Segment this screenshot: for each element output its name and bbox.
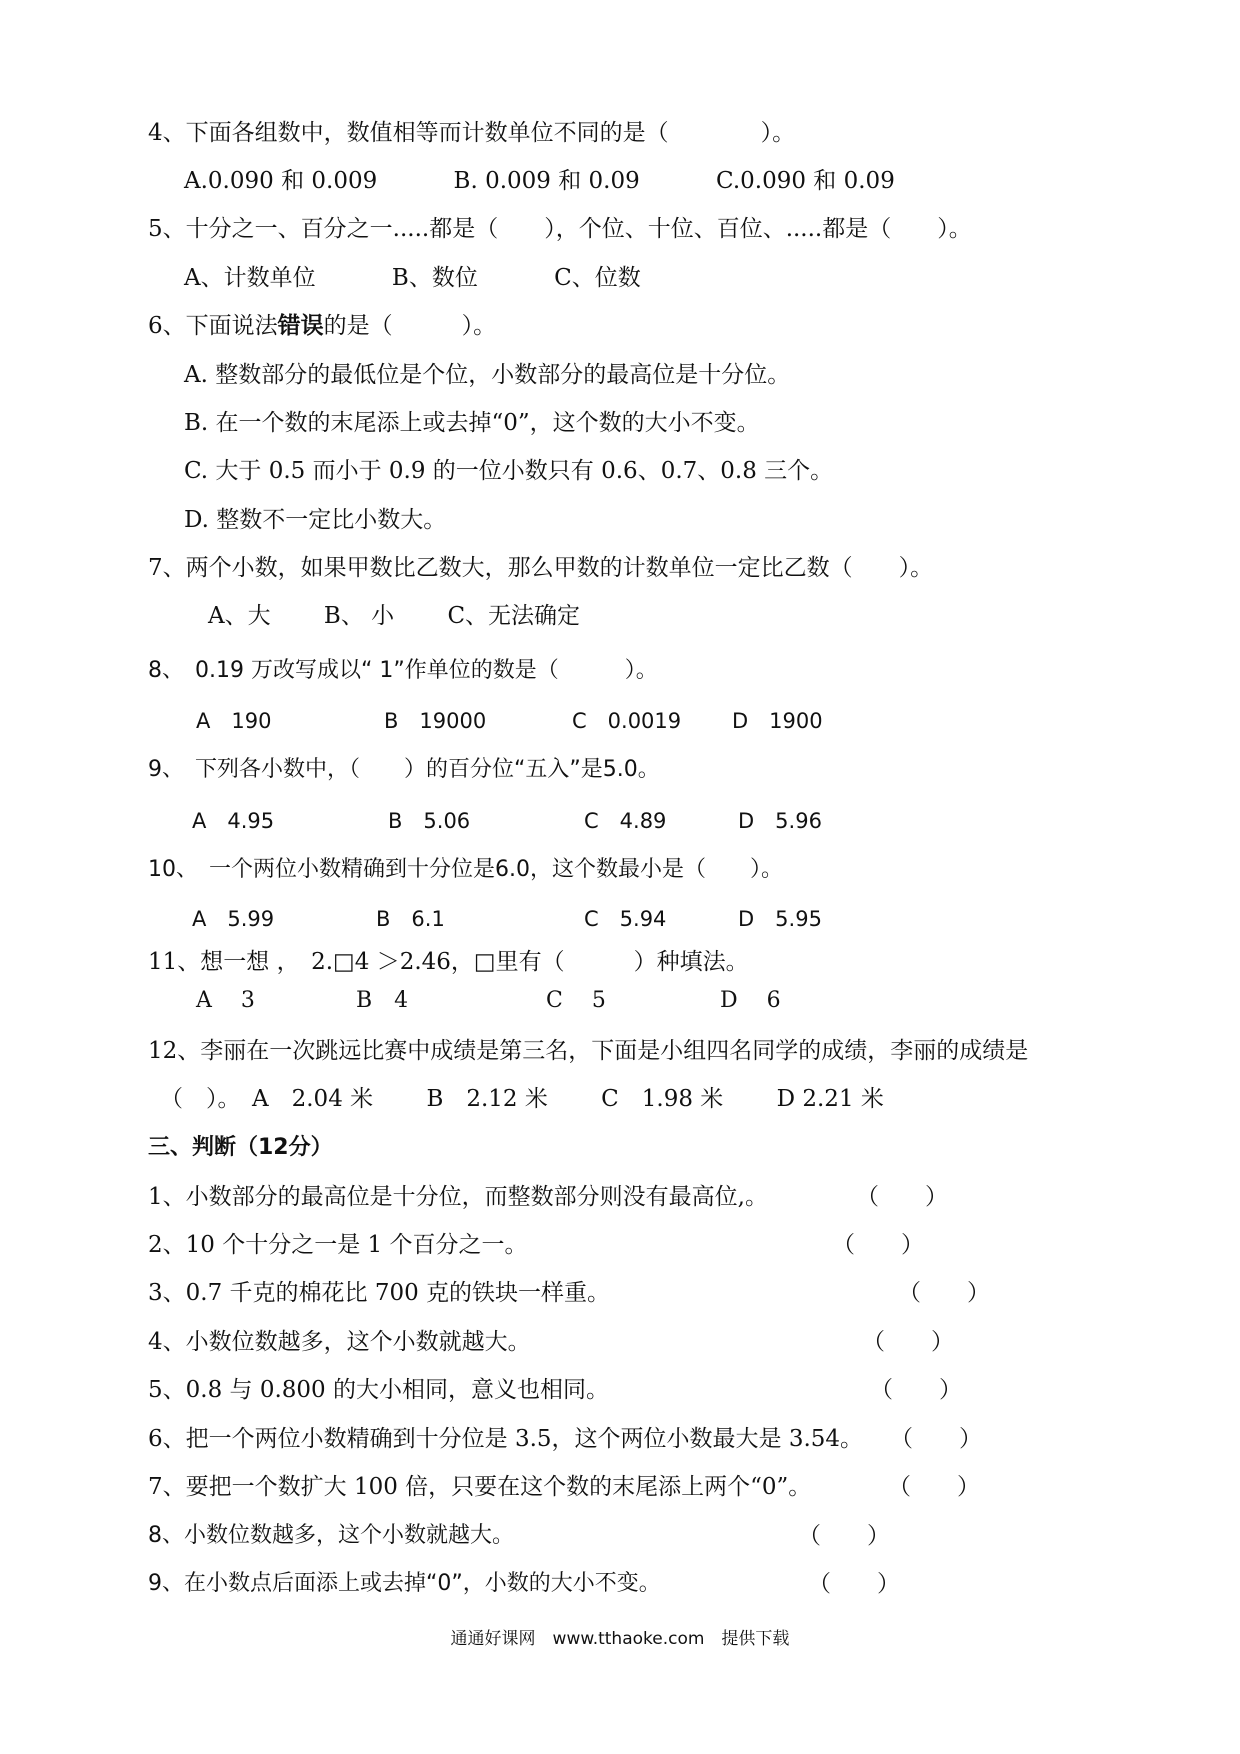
judge-item-6: 6、把一个两位小数精确到十分位是 3.5，这个两位小数最大是 3.54。 <box>148 1426 864 1452</box>
judge-item-5: 5、0.8 与 0.800 的大小相同，意义也相同。 <box>148 1377 609 1403</box>
question-6-stem-suffix: 的是（ ）。 <box>323 313 497 339</box>
answer-blank: （ ） <box>856 1184 948 1210</box>
question-6-stem-prefix: 6、下面说法 <box>148 313 278 339</box>
question-11-option-d: D 6 <box>720 988 781 1013</box>
question-10-option-c: C 5.94 <box>584 907 667 931</box>
question-9-option-a: A 4.95 <box>192 809 275 833</box>
question-6-option-a: A. 整数部分的最低位是个位，小数部分的最高位是十分位。 <box>184 362 791 388</box>
question-6-option-c: C. 大于 0.5 而小于 0.9 的一位小数只有 0.6、0.7、0.8 三个。 <box>184 458 834 484</box>
answer-blank: （ ） <box>798 1523 890 1549</box>
question-11-option-a: A 3 <box>196 988 255 1013</box>
question-5-options: A、计数单位 B、数位 C、位数 <box>184 265 641 291</box>
section-3-title: 三、判断（12分） <box>148 1135 333 1160</box>
question-6-stem <box>148 311 496 341</box>
answer-blank: （ ） <box>832 1232 924 1258</box>
judge-item-9: 9、在小数点后面添上或去掉“0”，小数的大小不变。 <box>148 1571 661 1596</box>
judge-item-2: 2、10 个十分之一是 1 个百分之一。 <box>148 1232 528 1258</box>
question-6-emphasis: 错误 <box>277 313 324 339</box>
answer-blank: （ ） <box>808 1571 900 1597</box>
question-4-stem: 4、下面各组数中，数值相等而计数单位不同的是（ ）。 <box>148 120 796 146</box>
question-10-option-a: A 5.99 <box>192 907 275 931</box>
question-11-option-b: B 4 <box>356 988 409 1013</box>
judge-item-7: 7、要把一个数扩大 100 倍，只要在这个数的末尾添上两个“0”。 <box>148 1474 812 1500</box>
question-6-option-b: B. 在一个数的末尾添上或去掉“0”，这个数的大小不变。 <box>184 410 760 436</box>
answer-blank: （ ） <box>888 1474 980 1500</box>
question-10-option-b: B 6.1 <box>376 907 445 931</box>
question-8-option-a: A 190 <box>196 709 272 733</box>
question-11-option-c: C 5 <box>546 988 606 1013</box>
question-8-option-d: D 1900 <box>732 709 823 733</box>
question-10-option-d: D 5.95 <box>738 907 822 931</box>
question-5-stem: 5、十分之一、百分之一.....都是（ ），个位、十位、百位、.....都是（ ）。 <box>148 216 972 242</box>
question-6-option-d: D. 整数不一定比小数大。 <box>184 507 447 533</box>
answer-blank: （ ） <box>890 1426 982 1452</box>
question-7-options: A、大 B、 小 C、无法确定 <box>208 603 581 629</box>
judge-item-3: 3、0.7 千克的棉花比 700 克的铁块一样重。 <box>148 1280 611 1306</box>
judge-item-1: 1、小数部分的最高位是十分位，而整数部分则没有最高位,。 <box>148 1184 768 1210</box>
question-8-option-c: C 0.0019 <box>572 709 682 733</box>
question-7-stem: 7、两个小数，如果甲数比乙数大，那么甲数的计数单位一定比乙数（ ）。 <box>148 555 934 581</box>
judge-item-8: 8、小数位数越多，这个小数就越大。 <box>148 1523 514 1548</box>
question-9-option-d: D 5.96 <box>738 809 822 833</box>
question-9-option-b: B 5.06 <box>388 809 471 833</box>
page-footer: 通通好课网 www.tthaoke.com 提供下载 <box>450 1629 790 1649</box>
question-11-stem: 11、想一想 ， 2.□4 ＞2.46，□里有（ ）种填法。 <box>148 949 749 975</box>
answer-blank: （ ） <box>862 1329 954 1355</box>
question-12-options: （ ）。 A 2.04 米 B 2.12 米 C 1.98 米 D 2.21 米 <box>160 1086 884 1112</box>
answer-blank: （ ） <box>898 1280 990 1306</box>
question-8-option-b: B 19000 <box>384 709 487 733</box>
question-9-stem: 9、 下列各小数中，（ ）的百分位“五入”是5.0。 <box>148 757 660 782</box>
question-10-stem: 10、 一个两位小数精确到十分位是6.0，这个数最小是（ ）。 <box>148 857 783 882</box>
question-9-option-c: C 4.89 <box>584 809 667 833</box>
question-8-stem: 8、 0.19 万改写成以“ 1”作单位的数是（ ）。 <box>148 658 658 683</box>
question-4-options: A.0.090 和 0.009 B. 0.009 和 0.09 C.0.090 和 0.09 <box>184 168 895 194</box>
question-12-stem: 12、李丽在一次跳远比赛中成绩是第三名，下面是小组四名同学的成绩，李丽的成绩是 <box>148 1038 1029 1064</box>
judge-item-4: 4、小数位数越多，这个小数就越大。 <box>148 1329 531 1355</box>
answer-blank: （ ） <box>870 1377 962 1403</box>
